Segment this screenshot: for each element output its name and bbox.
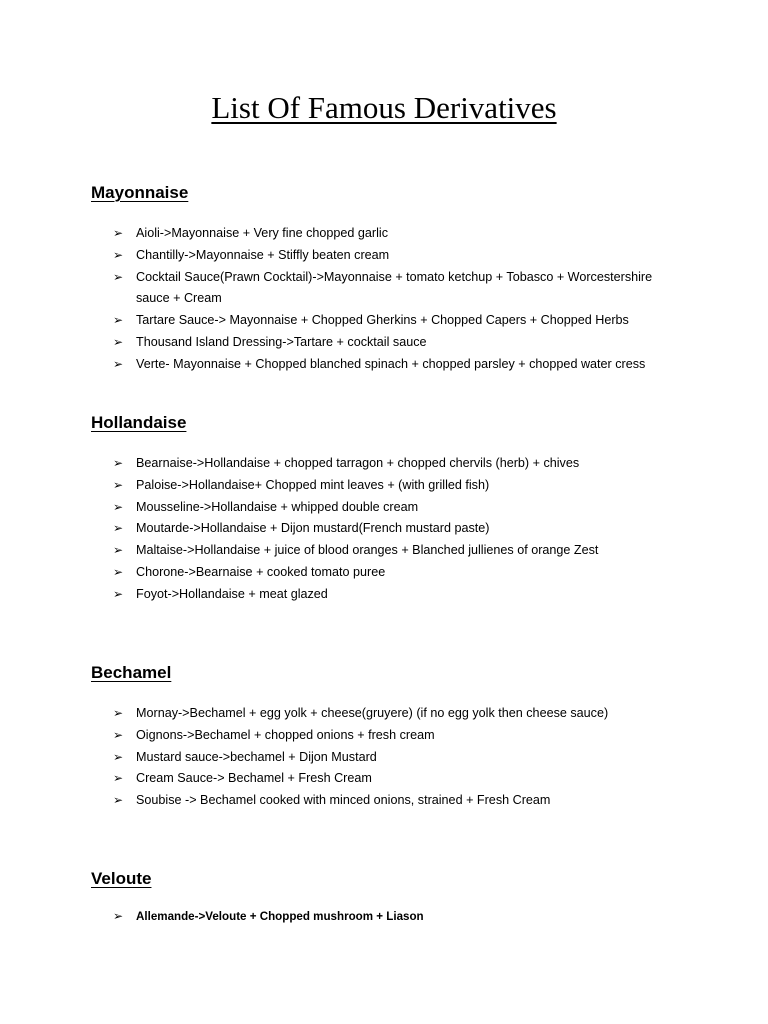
list-item [0,453,676,475]
item-text: Aioli->Mayonnaise + Very fine chopped garlic [136,226,389,240]
arrow-bullet-icon: ➢ [113,499,124,514]
arrow-bullet-icon: ➢ [113,793,124,808]
derivative-list [0,223,768,376]
arrow-bullet-icon: ➢ [113,477,124,492]
item-text: Paloise->Hollandaise+ Chopped mint leaves + (with grilled fish) [136,477,490,492]
derivative-list [0,453,768,606]
list-item [0,790,676,812]
arrow-bullet-icon: ➢ [113,334,124,349]
item-text: Foyot->Hollandaise + meat glazed [136,586,328,601]
list-item [0,245,676,267]
item-text: Chorone->Bearnaise + cooked tomato puree [136,564,386,579]
arrow-bullet-icon: ➢ [113,356,124,371]
item-text: Mustard sauce->bechamel + Dijon Mustard [136,749,377,764]
list-item [0,703,676,725]
section-heading: Veloute [91,869,152,888]
list-item [0,540,676,562]
page-title: List Of Famous Derivatives [211,90,557,125]
item-text: Soubise -> Bechamel cooked with minced onions, strained + Fresh Cream [136,793,551,808]
item-text: Verte- Mayonnaise + Chopped blanched spinach + chopped parsley + chopped water cress [136,356,646,371]
item-text: Chantilly->Mayonnaise + Stiffly beaten cream [136,247,390,262]
list-item [0,768,676,790]
list-item [0,518,676,540]
arrow-bullet-icon: ➢ [113,269,124,284]
item-text: Maltaise->Hollandaise + juice of blood oranges + Blanched jullienes of orange Zest [136,543,599,558]
list-item [0,223,676,245]
arrow-bullet-icon: ➢ [113,749,124,764]
arrow-bullet-icon: ➢ [113,586,124,601]
list-item [0,475,676,497]
item-text: Tartare Sauce-> Mayonnaise + Chopped Gherkins + Chopped Capers + Chopped Herbs [136,313,629,328]
list-item [0,497,676,519]
arrow-bullet-icon: ➢ [113,727,124,742]
item-text: Mousseline->Hollandaise + whipped double cream [136,499,419,514]
item-text: Moutarde->Hollandaise + Dijon mustard(French mustard paste) [136,521,490,536]
arrow-bullet-icon: ➢ [113,521,124,536]
arrow-bullet-icon: ➢ [113,247,124,262]
item-text: Cream Sauce-> Bechamel + Fresh Cream [136,771,372,786]
list-item [0,747,676,769]
list-item [0,906,676,928]
list-item [0,584,676,606]
item-text: Allemande->Veloute + Chopped mushroom + Liason [136,910,424,923]
list-item [0,725,676,747]
derivative-list [0,703,768,812]
arrow-bullet-icon: ➢ [113,543,124,558]
list-item [0,267,676,311]
arrow-bullet-icon: ➢ [113,226,124,240]
list-item [0,354,676,376]
item-text: Oignons->Bechamel + chopped onions + fresh cream [136,727,435,742]
section-heading: Bechamel [91,663,172,682]
list-item [0,332,676,354]
arrow-bullet-icon: ➢ [113,706,124,720]
arrow-bullet-icon: ➢ [113,771,124,786]
section-heading: Mayonnaise [91,183,189,202]
arrow-bullet-icon: ➢ [113,313,124,328]
item-text: Thousand Island Dressing->Tartare + cocktail sauce [136,334,427,349]
list-item [0,310,676,332]
item-text: Mornay->Bechamel + egg yolk + cheese(gruyere) (if no egg yolk then cheese sauce) [136,706,609,720]
item-text: Cocktail Sauce(Prawn Cocktail)->Mayonnaise + tomato ketchup + Tobasco + Worcestershire sauce + Cream [136,269,653,306]
section-heading: Hollandaise [91,413,187,432]
item-text: Bearnaise->Hollandaise + chopped tarragon + chopped chervils (herb) + chives [136,456,580,470]
arrow-bullet-icon: ➢ [113,909,124,923]
list-item [0,562,676,584]
arrow-bullet-icon: ➢ [113,564,124,579]
derivative-list [0,906,768,928]
arrow-bullet-icon: ➢ [113,456,124,470]
